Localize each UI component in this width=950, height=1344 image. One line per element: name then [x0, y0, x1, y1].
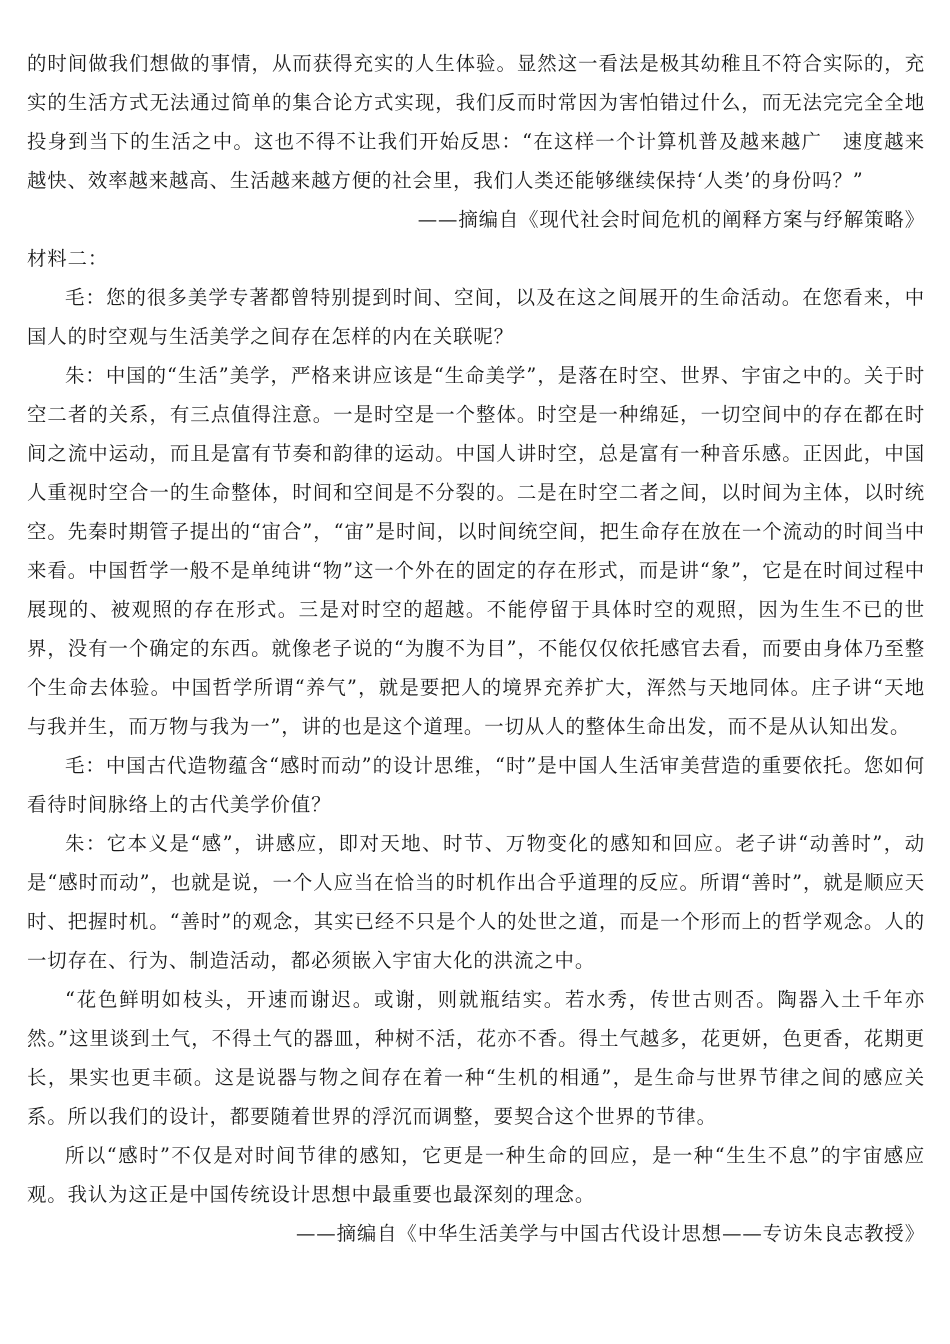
interview-paragraph: 朱：中国的“生活”美学，严格来讲应该是“生命美学”，是落在时空、世界、宇宙之中的。关于时空二者的关系，有三点值得注意。一是时空是一个整体。时空是一种绵延，一切空间中的存在都在时间之流中运动，而且是富有节奏和韵律的运动。中国人讲时空，总是富有一种音乐感。正因此，中国人重视时空合一的生命整体，时间和空间是不分裂的。二是在时空二者之间，以时间为主体，以时统空。先秦时期管子提出的“宙合”，“宙”是时间，以时间统空间，把生命存在放在一个流动的时间当中来看。中国哲学一般不是单纯讲“物”这一个外在的固定的存在形式，而是讲“象”，它是在时间过程中展现的、被观照的存在形式。三是对时空的超越。不能停留于具体时空的观照，因为生生不已的世界，没有一个确定的东西。就像老子说的“为腹不为目”，不能仅仅依托感官去看，而要由身体乃至整个生命去体验。中国哲学所谓“养气”，就是要把人的境界充养扩大，浑然与天地同体。庄子讲“天地与我并生，而万物与我为一”，讲的也是这个道理。一切从人的整体生命出发，而不是从认知出发。	[27, 364, 925, 738]
document-page	[27, 44, 925, 1253]
interview-paragraph: 毛：您的很多美学专著都曾特别提到时间、空间，以及在这之间展开的生命活动。在您看来，中国人的时空观与生活美学之间存在怎样的内在关联呢？	[27, 286, 925, 348]
interview-paragraph: 朱：它本义是“感”，讲感应，即对天地、时节、万物变化的感知和回应。老子讲“动善时”，动是“感时而动”，也就是说，一个人应当在恰当的时机作出合乎道理的反应。所谓“善时”，就是顺应天时、把握时机。“善时”的观念，其实已经不只是个人的处世之道，而是一个形而上的哲学观念。人的一切存在、行为、制造活动，都必须嵌入宇宙大化的洪流之中。	[27, 832, 925, 972]
material2-source: ——摘编自《中华生活美学与中国古代设计思想——专访朱良志教授》	[295, 1222, 925, 1245]
material2-heading: 材料二：	[27, 247, 109, 270]
interview-paragraph: 所以“感时”不仅是对时间节律的感知，它更是一种生命的回应，是一种“生生不息”的宇宙感应观。我认为这正是中国传统设计思想中最重要也最深刻的理念。	[27, 1144, 925, 1206]
interview-paragraph: “花色鲜明如枝头，开速而谢迟。或谢，则就瓶结实。若水秀，传世古则否。陶器入土千年亦然。”这里谈到土气，不得土气的器皿，种树不活，花亦不香。得土气越多，花更妍，色更香，花期更长，果实也更丰硕。这是说器与物之间存在着一种“生机的相通”，是生命与世界节律之间的感应关系。所以我们的设计，都要随着世界的浮沉而调整，要契合这个世界的节律。	[27, 988, 925, 1128]
interview-paragraph: 毛：中国古代造物蕴含“感时而动”的设计思维，“时”是中国人生活审美营造的重要依托。您如何看待时间脉络上的古代美学价值？	[27, 754, 925, 816]
material1-tail-paragraph: 的时间做我们想做的事情，从而获得充实的人生体验。显然这一看法是极其幼稚且不符合实际的，充实的生活方式无法通过简单的集合论方式实现，我们反而时常因为害怕错过什么，而无法完完全全地投身到当下的生活之中。这也不得不让我们开始反思：“在这样一个计算机普及越来越广 速度越来越快、效率越来越高、生活越来越方便的社会里，我们人类还能够继续保持‘人类’的身份吗？”	[27, 52, 925, 192]
material1-source: ——摘编自《现代社会时间危机的阐释方案与纾解策略》	[417, 208, 925, 231]
